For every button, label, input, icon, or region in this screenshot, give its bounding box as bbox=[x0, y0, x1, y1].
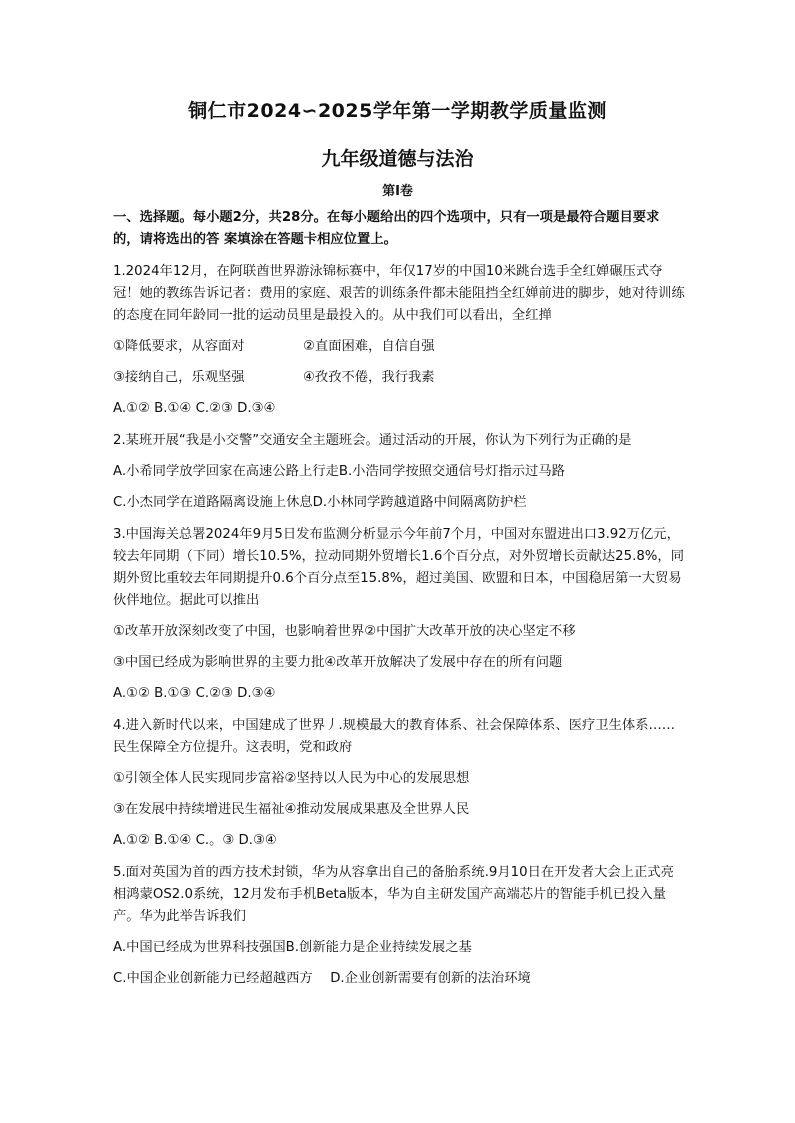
question-3-stem: 3.中国海关总署2024年9月5日发布监测分析显示今年前7个月，中国对东盟进出口3.92万亿元，较去年同期（下同）增长10.5%，拉动同期外贸增长1.6个百分点，对外贸增长贡献达25.8%，同期外贸比重较去年同期提升0.6个百分点至15.8%，超过美国、欧盟和日本，中国稳居第一大贸易伙伴地位。据此可以推出 bbox=[113, 527, 685, 608]
exam-subject: 九年级道德与法治 bbox=[321, 148, 474, 170]
question-4-options-line-1: ①引领全体人民实现同步富裕②坚持以人民为中心的发展思想 bbox=[113, 771, 470, 786]
question-3-answers: A.①② B.①③ C.②③ D.③④ bbox=[113, 686, 276, 701]
question-1-options-row-1 bbox=[113, 336, 685, 358]
question-3-options-line-2: ③中国已经成为影响世界的主要力批④改革开放解决了发展中存在的所有问题 bbox=[113, 655, 563, 670]
option-3: ③接纳自己，乐观坚强 bbox=[113, 370, 245, 385]
section-instruction: 一、选择题。每小题2分，共28分。在每小题给出的四个选项中，只有一项是最符合题目要求的，请将选出的答 案填涂在答题卡相应位置上。 bbox=[113, 210, 660, 247]
option-1: ①降低要求，从容面对 bbox=[113, 339, 245, 354]
question-5-options-line-2: C.中国企业创新能力已经超越西方 D.企业创新需要有创新的法治环境 bbox=[113, 971, 531, 986]
question-4-stem: 4.进入新时代以来，中国建成了世界丿.规模最大的教育体系、社会保障体系、医疗卫生体系……民生保障全方位提升。这表明，党和政府 bbox=[113, 718, 676, 755]
volume-label: 第I卷 bbox=[382, 184, 413, 199]
question-5-options-line-1: A.中国已经成为世界科技强国B.创新能力是企业持续发展之基 bbox=[113, 940, 472, 955]
question-5-stem: 5.面对英国为首的西方技术封锁，华为从容拿出自己的备胎系统.9月10日在开发者大会上正式亮相鸿蒙OS2.0系统，12月发布手机Beta版本，华为自主研发国产高端芯片的智能手机已投入量产。华为此举告诉我们 bbox=[113, 865, 674, 924]
question-2-stem: 2.某班开展“我是小交警”交通安全主题班会。通过活动的开展，你认为下列行为正确的是 bbox=[113, 433, 632, 448]
exam-title: 铜仁市2024∽2025学年第一学期教学质量监测 bbox=[188, 100, 607, 122]
option-4: ④孜孜不倦，我行我素 bbox=[303, 370, 435, 385]
question-1-stem: 1.2024年12月，在阿联酋世界游泳锦标赛中，年仅17岁的中国10米跳台选手全红婵碾压式夺冠！她的教练告诉记者：费用的家庭、艰苦的训练条件都未能阻挡全红婵前进的脚步，她对待训练的态度在同年龄同一批的运动员里是最投入的。从中我们可以看出，全红掸 bbox=[113, 264, 685, 323]
question-2-options-line-2: C.小杰同学在道路隔离设施上休息D.小林同学跨越道路中间隔离防护栏 bbox=[113, 495, 527, 510]
question-1-answers: A.①② B.①④ C.②③ D.③④ bbox=[113, 401, 276, 416]
exam-content bbox=[113, 207, 685, 999]
question-1-options-row-2 bbox=[113, 367, 685, 389]
option-2: ②直面困难，自信自强 bbox=[303, 339, 435, 354]
question-3-options-line-1: ①改革开放深刻改变了中国，也影响着世界②中国扩大改革开放的决心坚定不移 bbox=[113, 624, 576, 639]
question-4-options-line-2: ③在发展中持续增进民生福祉④推动发展成果惠及全世界人民 bbox=[113, 802, 470, 817]
question-2-options-line-1: A.小希同学放学回家在高速公路上行走B.小浩同学按照交通信号灯指示过马路 bbox=[113, 464, 565, 479]
question-4-answers: A.①② B.①④ C.。③ D.③④ bbox=[113, 833, 277, 848]
